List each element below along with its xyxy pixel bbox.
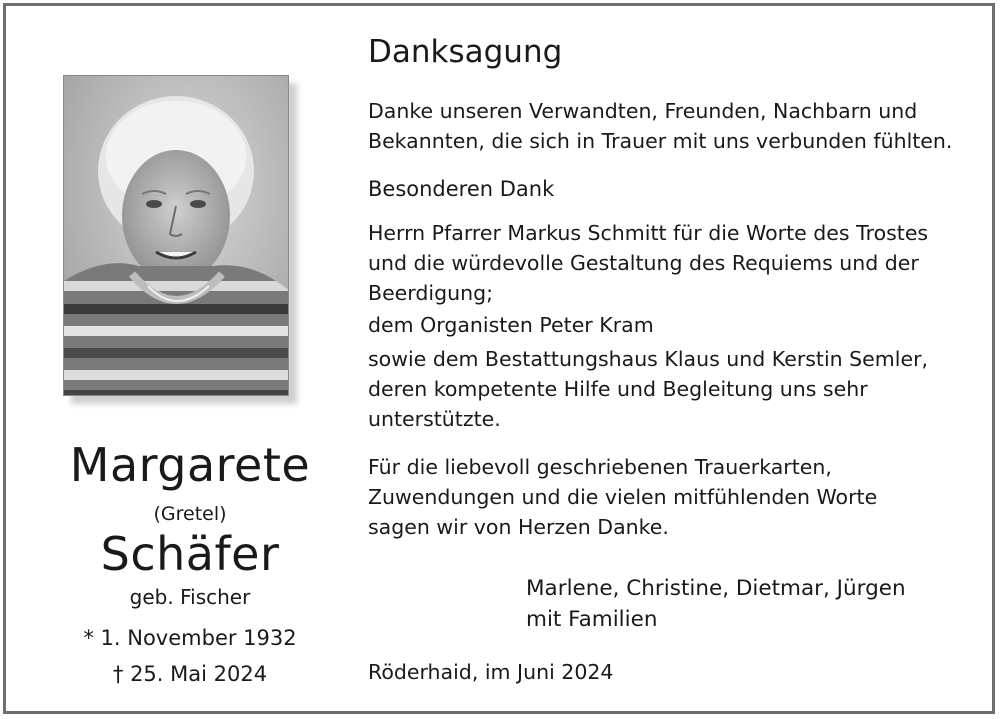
deceased-nickname: (Gretel): [153, 503, 227, 525]
place-date: Röderhaid, im Juni 2024: [368, 660, 614, 684]
portrait-photo: [63, 75, 289, 396]
thanks-line: und die würdevolle Gestaltung des Requiems und der: [368, 251, 919, 275]
closing-line: Für die liebevoll geschriebenen Trauerkarten,: [368, 455, 832, 479]
thanks-line: deren kompetente Hilfe und Begleitung uns sehr: [368, 377, 868, 401]
deceased-maiden-name: geb. Fischer: [129, 585, 251, 609]
portrait-image: [63, 75, 289, 396]
signers-line: mit Familien: [526, 607, 658, 632]
thanks-line: sowie dem Bestattungshaus Klaus und Kerstin Semler,: [368, 347, 929, 371]
deceased-first-name: Margarete: [69, 438, 311, 492]
signers-line: Marlene, Christine, Dietmar, Jürgen: [526, 576, 906, 601]
intro-line: Danke unseren Verwandten, Freunden, Nachbarn und: [368, 99, 918, 123]
thanks-line: Herrn Pfarrer Markus Schmitt für die Worte des Trostes: [368, 221, 929, 245]
closing-line: sagen wir von Herzen Danke.: [368, 515, 669, 539]
thanks-line: Beerdigung;: [368, 281, 493, 305]
closing-paragraph: [368, 452, 877, 542]
signers: [526, 573, 906, 635]
notice-heading: Danksagung: [368, 34, 563, 70]
special-thanks-heading: Besonderen Dank: [368, 177, 555, 201]
thanks-organist: dem Organisten Peter Kram: [368, 313, 654, 337]
death-date: † 25. Mai 2024: [112, 662, 268, 686]
intro-line: Bekannten, die sich in Trauer mit uns verbunden fühlten.: [368, 129, 953, 153]
intro-paragraph: [368, 96, 952, 156]
thanks-pastor-paragraph: [368, 218, 928, 308]
thanks-funeral-home-paragraph: [368, 344, 928, 434]
thanks-line: unterstützte.: [368, 407, 501, 431]
birth-date: * 1. November 1932: [83, 626, 297, 650]
closing-line: Zuwendungen und die vielen mitfühlenden Worte: [368, 485, 878, 509]
deceased-last-name: Schäfer: [100, 527, 280, 581]
